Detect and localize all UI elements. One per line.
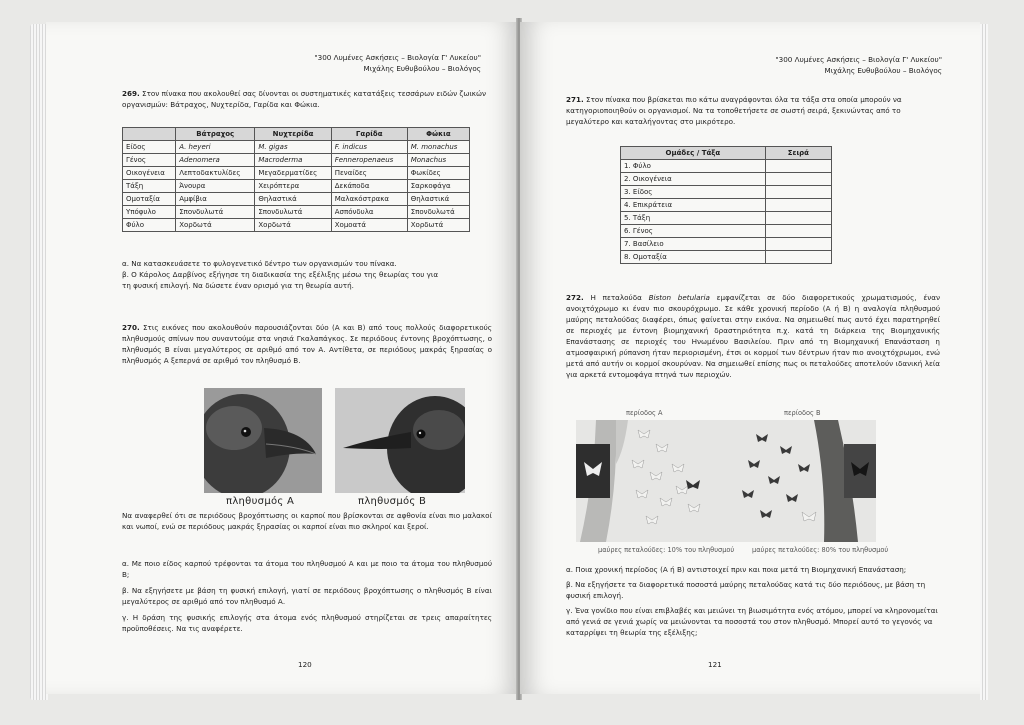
table-cell: Monachus: [407, 154, 469, 167]
order-answer-cell[interactable]: [765, 199, 831, 212]
table-cell: Macroderma: [255, 154, 331, 167]
order-answer-cell[interactable]: [765, 186, 831, 199]
question-269: [122, 88, 502, 110]
page-number: 120: [298, 660, 312, 669]
question-part-a: α. Ποια χρονική περίοδος (Α ή Β) αντιστοιχεί πριν και ποια μετά τη Βιομηχανική Επανάσταση;: [566, 565, 907, 574]
table-cell: Υπόφυλο: [123, 206, 176, 219]
table-cell: Θηλαστικά: [255, 193, 331, 206]
table-cell: Σπονδυλωτά: [176, 206, 255, 219]
table-cell: Χομοατά: [331, 219, 407, 232]
table-cell: Είδος: [123, 141, 176, 154]
header-author: Μιχάλης Ευθυβούλου – Βιολόγος: [363, 64, 481, 73]
table-cell: Θηλαστικά: [407, 193, 469, 206]
table-cell: 4. Επικράτεια: [621, 199, 766, 212]
table-cell: Ασπόνδυλα: [331, 206, 407, 219]
table-cell: Αμφίβια: [176, 193, 255, 206]
table-cell: 7. Βασίλειο: [621, 238, 766, 251]
caption-population-b: πληθυσμός Β: [358, 496, 427, 507]
table-cell: 6. Γένος: [621, 225, 766, 238]
table-header-cell: Νυχτερίδα: [255, 128, 331, 141]
table-row: [621, 199, 832, 212]
table-cell: Σαρκοφάγα: [407, 180, 469, 193]
table-row: [123, 193, 470, 206]
table-cell: Γένος: [123, 154, 176, 167]
moth-illustration: [576, 420, 876, 542]
question-270-parts: [122, 558, 492, 634]
left-page: [46, 22, 519, 694]
species-name: Biston betularia: [648, 293, 710, 302]
header-title: "300 Λυμένες Ασκήσεις – Βιολογία Γ' Λυκείου": [775, 55, 942, 64]
right-page-header: [775, 54, 942, 76]
order-answer-cell[interactable]: [765, 251, 831, 264]
table-header-cell: Ομάδες / Τάξα: [621, 147, 766, 160]
table-row: [123, 180, 470, 193]
question-270-note: [122, 510, 492, 532]
left-page-header: [314, 52, 481, 74]
question-269-parts: [122, 258, 502, 291]
table-row: [123, 206, 470, 219]
table-cell: Χορδωτά: [407, 219, 469, 232]
question-part-c: γ. Ένα γονίδιο που είναι επιβλαβές και μειώνει τη βιωσιμότητα ενός ατόμου, μπορεί να κληρονομείται από γενιά σε γενιά χωρίς να μειώνονται τα ποσοστά του στον πληθυσμό. Μπορεί αυτό το γεγονός να καταρρίψει τη θεωρία της εξέλιξης;: [566, 606, 938, 637]
question-270: [122, 322, 492, 366]
question-note: Να αναφερθεί ότι σε περιόδους βροχόπτωσης οι καρποί που βρίσκονται σε αφθονία είναι πιο μαλακοί και νωποί, ενώ σε περιόδους μακράς ξηρασίας οι καρποί είναι πιο σκληροί και ξεροί.: [122, 511, 492, 531]
order-answer-cell[interactable]: [765, 238, 831, 251]
moth-scene-icon: [576, 420, 876, 542]
table-row: [621, 238, 832, 251]
table-cell: 8. Ομοταξία: [621, 251, 766, 264]
period-a-note: μαύρες πεταλούδες: 10% του πληθυσμού: [598, 546, 735, 554]
question-part-c: γ. Η δράση της φυσικής επιλογής στα άτομα ενός πληθυσμού στηρίζεται σε τρεις απαραίτητες προϋποθέσεις. Να τις αναφέρετε.: [122, 613, 492, 633]
question-number: 271.: [566, 95, 584, 104]
table-cell: 3. Είδος: [621, 186, 766, 199]
table-cell: Φωκίδες: [407, 167, 469, 180]
table-row: [621, 160, 832, 173]
table-header-cell: Βάτραχος: [176, 128, 255, 141]
table-row: [123, 154, 470, 167]
table-cell: Δεκάποδα: [331, 180, 407, 193]
table-header-cell: Φώκια: [407, 128, 469, 141]
table-cell: M. gigas: [255, 141, 331, 154]
table-cell: F. indicus: [331, 141, 407, 154]
table-cell: 1. Φύλο: [621, 160, 766, 173]
question-text-rest: εμφανίζεται σε δύο διαφορετικούς χρωματισμούς, έναν ανοιχτόχρωμο κι έναν πιο σκουρόχρωμο. Σε κάθε χρονική περίοδο (Α ή Β) η αναλογία πληθυσμού μαύρης πεταλούδας διαφέρει, όπως φαίνεται στην εικόνα. Να σημειωθεί πως αυτό έχει παρατηρηθεί σε περιοχές με έντονη βιομηχανική δραστηριότητα π.χ. κατά τη διάρκεια της Βιομηχανικής Επανάστασης σε περιοχές του Ηνωμένου Βασιλείου. Πριν από τη Βιομηχανική Επανάσταση η ατμοσφαιρική ρύπανση ήταν περιορισμένη, έτσι οι κορμοί των δέντρων ήταν πιο ανοιχτόχρωμοι, ενώ μετά από αυτήν οι κορμοί σκουρύναν. Να σημειωθεί επίσης πως οι πεταλούδες αποτελούν ιδανική λεία για αρκετά εντομοφάγα πτηνά των περιοχών.: [566, 293, 940, 379]
table-cell: 2. Οικογένεια: [621, 173, 766, 186]
question-number: 270.: [122, 323, 140, 332]
table-row: [123, 141, 470, 154]
table-row: [123, 219, 470, 232]
table-row: [621, 212, 832, 225]
table-cell: M. monachus: [407, 141, 469, 154]
table-cell: Σπονδυλωτά: [255, 206, 331, 219]
table-cell: Μεγαδερματίδες: [255, 167, 331, 180]
header-title: "300 Λυμένες Ασκήσεις – Βιολογία Γ' Λυκείου": [314, 53, 481, 62]
table-cell: A. heyeri: [176, 141, 255, 154]
table-row: [621, 225, 832, 238]
question-text-start: Η πεταλούδα: [590, 293, 649, 302]
page-number: 121: [708, 660, 722, 669]
order-answer-cell[interactable]: [765, 160, 831, 173]
question-part-b-line2: τη φυσική επιλογή. Να δώσετε έναν ορισμό για τη θεωρία αυτή.: [122, 281, 354, 290]
table-header-row: [621, 147, 832, 160]
question-272: [566, 292, 940, 380]
table-cell: Adenomera: [176, 154, 255, 167]
order-answer-cell[interactable]: [765, 212, 831, 225]
question-text: Στις εικόνες που ακολουθούν παρουσιάζονται δύο (Α και Β) από τους πολλούς διαφορετικούς πληθυσμούς σπίνων που συναντούμε στα νησιά Γκαλαπάγκος. Σε περιόδους έντονης βροχόπτωσης, ο πληθυσμός Β είναι μεγαλύτερος σε αριθμό από τον Α. Αντίθετα, σε περιόδους μακράς ξηρασίας ο πληθυσμός Α ξεπερνά σε αριθμό τον πληθυσμό Β.: [122, 323, 492, 365]
question-number: 272.: [566, 293, 584, 302]
table-cell: Ομοταξία: [123, 193, 176, 206]
question-part-a: α. Να κατασκευάσετε το φυλογενετικό δέντρο των οργανισμών του πίνακα.: [122, 259, 397, 268]
table-cell: Τάξη: [123, 180, 176, 193]
finch-b-icon: [335, 388, 465, 493]
question-number: 269.: [122, 89, 140, 98]
finch-photo-b: [335, 388, 465, 493]
taxa-order-table: [620, 146, 832, 264]
question-text: Στον πίνακα που βρίσκεται πιο κάτω αναγράφονται όλα τα τάξα στα οποία μπορούν να κατηγοριοποιηθούν οι οργανισμοί. Να τα τοποθετήσετε σε σωστή σειρά, ξεκινώντας από το μεγαλύτερο και καταλήγοντας στο μικρότερο.: [566, 95, 902, 126]
question-part-b: β. Να εξηγήσετε τα διαφορετικά ποσοστά μαύρης πεταλούδας κατά τις δύο περιόδους, με βάση τη φυσική επιλογή.: [566, 580, 926, 600]
question-part-b: β. Να εξηγήσετε με βάση τη φυσική επιλογή, γιατί σε περιόδους βροχόπτωσης ο πληθυσμός Β είναι μεγαλύτερος σε αριθμό από τον πληθυσμό Α.: [122, 586, 492, 606]
table-cell: Οικογένεια: [123, 167, 176, 180]
caption-population-a: πληθυσμός Α: [226, 496, 295, 507]
period-b-note: μαύρες πεταλούδες: 80% του πληθυσμού: [752, 546, 889, 554]
table-header-cell: Σειρά: [765, 147, 831, 160]
table-cell: Φύλο: [123, 219, 176, 232]
question-part-a: α. Με ποιο είδος καρπού τρέφονται τα άτομα του πληθυσμού Α και με ποιο τα άτομα του πληθυσμού Β;: [122, 559, 492, 579]
right-page: [520, 22, 980, 694]
table-row: [621, 173, 832, 186]
table-row: [123, 167, 470, 180]
table-cell: Χορδωτά: [176, 219, 255, 232]
right-page-edges: [980, 24, 988, 700]
order-answer-cell[interactable]: [765, 173, 831, 186]
table-cell: Πεναίδες: [331, 167, 407, 180]
table-cell: Λεπτοδακτυλίδες: [176, 167, 255, 180]
table-cell: Άνουρα: [176, 180, 255, 193]
table-cell: Χειρόπτερα: [255, 180, 331, 193]
order-answer-cell[interactable]: [765, 225, 831, 238]
period-a-label: περίοδος Α: [626, 409, 663, 417]
open-book: [30, 18, 988, 700]
table-cell: Σπονδυλωτά: [407, 206, 469, 219]
table-cell: Μαλακόστρακα: [331, 193, 407, 206]
table-row: [621, 251, 832, 264]
table-cell: Fenneropenaeus: [331, 154, 407, 167]
period-b-label: περίοδος Β: [784, 409, 821, 417]
table-header-cell: [123, 128, 176, 141]
taxonomy-table: [122, 127, 470, 232]
question-271: [566, 94, 940, 127]
table-row: [621, 186, 832, 199]
question-272-parts: [566, 564, 942, 638]
question-part-b-line1: β. Ο Κάρολος Δαρβίνος εξήγησε τη διαδικασία της εξέλιξης μέσω της θεωρίας του για: [122, 270, 439, 279]
table-cell: 5. Τάξη: [621, 212, 766, 225]
question-text: Στον πίνακα που ακολουθεί σας δίνονται οι συστηματικές κατατάξεις τεσσάρων ειδών ζωικών οργανισμών: Βάτραχος, Νυχτερίδα, Γαρίδα και Φώκια.: [122, 89, 487, 109]
table-header-cell: Γαρίδα: [331, 128, 407, 141]
table-header-row: [123, 128, 470, 141]
header-author: Μιχάλης Ευθυβούλου – Βιολόγος: [824, 66, 942, 75]
table-cell: Χορδωτά: [255, 219, 331, 232]
finch-a-icon: [204, 388, 322, 493]
finch-photo-a: [204, 388, 322, 493]
